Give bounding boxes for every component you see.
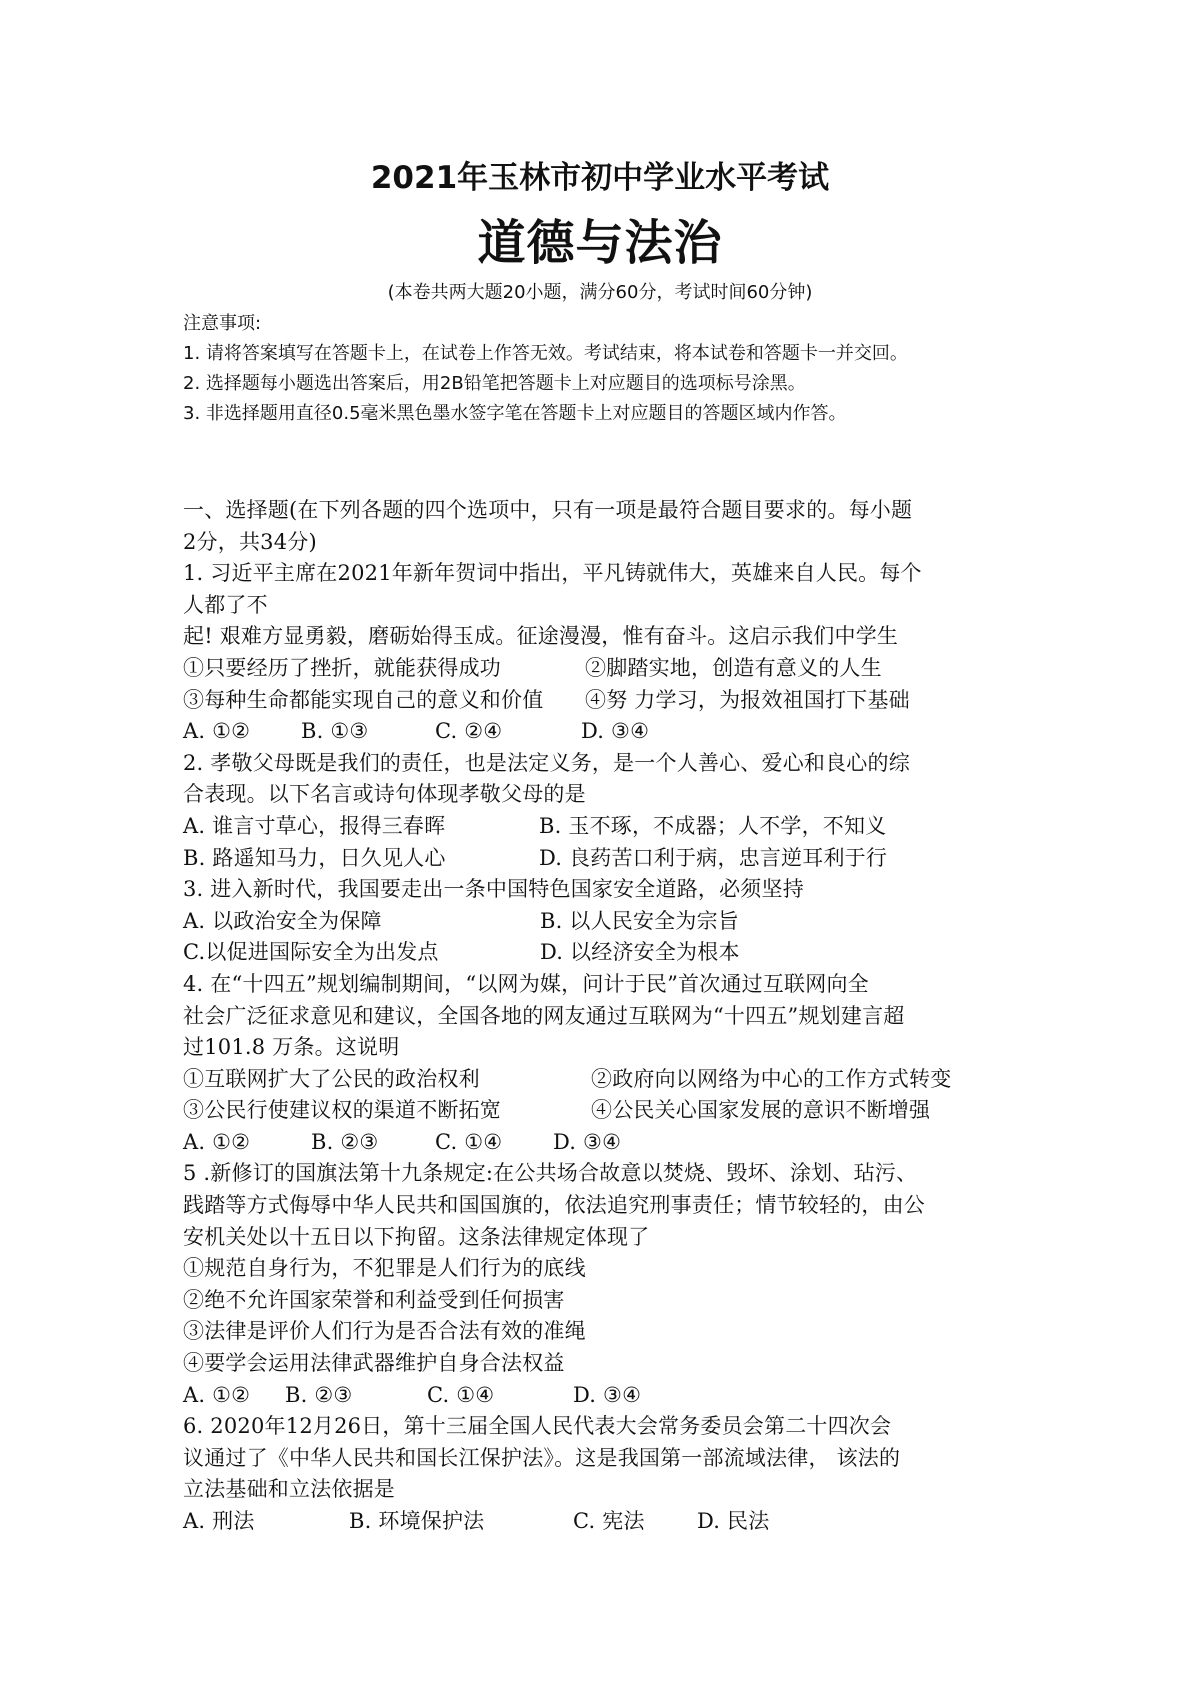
- statement-2: ②绝不允许国家荣誉和利益受到任何损害: [183, 1287, 565, 1312]
- statement-3: ③公民行使建议权的渠道不断拓宽: [183, 1098, 501, 1123]
- question-6-choices: [183, 1506, 1043, 1538]
- choice-c: C. ①④: [427, 1382, 495, 1407]
- statement-1: ①只要经历了挫折，就能获得成功: [183, 655, 501, 680]
- choice-b: B. ①③: [301, 719, 369, 744]
- choice-a: A. 刑法: [183, 1509, 255, 1533]
- note-item: 1. 请将答案填写在答题卡上，在试卷上作答无效。考试结束，将本试卷和答题卡一并交回。: [183, 343, 908, 364]
- choice-c: C. 宪法: [573, 1509, 645, 1533]
- question-1-stem-cont: 人都了不: [183, 592, 268, 617]
- choice-a: A. ①②: [183, 1382, 251, 1407]
- section-heading: 一、选择题(在下列各题的四个选项中，只有一项是最符合题目要求的。每小题: [183, 498, 913, 522]
- choice-d: D. 良药苦口利于病，忠言逆耳利于行: [539, 845, 888, 870]
- statement-3: ③法律是评价人们行为是否合法有效的准绳: [183, 1319, 586, 1344]
- notes-heading: 注意事项:: [183, 313, 262, 334]
- choice-a: A. 以政治安全为保障: [183, 908, 382, 933]
- question-body: [183, 495, 1043, 1538]
- question-3-choices: [183, 937, 1043, 969]
- question-5-choices: [183, 1380, 1043, 1412]
- choice-d: D. ③④: [581, 719, 650, 744]
- statement-2: ②脚踏实地，创造有意义的人生: [585, 655, 882, 680]
- choice-c: B. 路遥知马力，日久见人心: [183, 845, 446, 870]
- choice-b: B. 环境保护法: [349, 1509, 485, 1533]
- statement-1: ①规范自身行为，不犯罪是人们行为的底线: [183, 1256, 586, 1281]
- note-item: 2. 选择题每小题选出答案后，用2B铅笔把答题卡上对应题目的选项标号涂黑。: [183, 373, 806, 394]
- question-1-stem: 1. 习近平主席在2021年新年贺词中指出，平凡铸就伟大，英雄来自人民。每个: [183, 561, 922, 586]
- question-3-choices: [183, 906, 1043, 938]
- question-3-stem: 3. 进入新时代，我国要走出一条中国特色国家安全道路，必须坚持: [183, 877, 804, 902]
- choice-d: D. 民法: [697, 1509, 770, 1533]
- choice-c: C.以促进国际安全为出发点: [183, 940, 439, 965]
- choice-a: A. ①②: [183, 1129, 251, 1154]
- question-1-statements-row: [183, 653, 1043, 685]
- question-2-stem: 2. 孝敬父母既是我们的责任，也是法定义务，是一个人善心、爱心和良心的综: [183, 750, 910, 775]
- question-5-stem: 5 .新修订的国旗法第十九条规定:在公共场合故意以焚烧、毁坏、涂划、玷污、: [183, 1161, 918, 1186]
- question-4-stem-cont: 过101.8 万条。这说明: [183, 1035, 400, 1060]
- statement-2: ②政府向以网络为中心的工作方式转变: [591, 1066, 952, 1091]
- choice-c: C. ②④: [435, 719, 503, 744]
- statement-3: ③每种生命都能实现自己的意义和价值: [183, 687, 544, 712]
- question-4-stem-cont: 社会广泛征求意见和建议，全国各地的网友通过互联网为“十四五”规划建言超: [183, 1003, 905, 1028]
- question-6-stem-cont: 立法基础和立法依据是: [183, 1477, 395, 1502]
- statement-4: ④要学会运用法律武器维护自身合法权益: [183, 1351, 565, 1376]
- choice-a: A. ①②: [183, 719, 251, 744]
- choice-d: D. ③④: [553, 1129, 622, 1154]
- notes-section: [183, 309, 1083, 429]
- question-4-statements-row: [183, 1095, 1043, 1127]
- choice-c: C. ①④: [435, 1129, 503, 1154]
- choice-b: B. 以人民安全为宗旨: [540, 908, 739, 933]
- question-5-stem-cont: 安机关处以十五日以下拘留。这条法律规定体现了: [183, 1224, 650, 1249]
- question-1-stem-cont: 起! 艰难方显勇毅，磨砺始得玉成。征途漫漫，惟有奋斗。这启示我们中学生: [183, 624, 899, 649]
- question-2-choices: [183, 811, 1043, 843]
- question-1-statements-row: [183, 685, 1043, 717]
- question-4-choices: [183, 1127, 1043, 1159]
- question-2-stem-cont: 合表现。以下名言或诗句体现孝敬父母的是: [183, 782, 586, 807]
- subject-title: 道德与法治: [477, 215, 723, 271]
- statement-1: ①互联网扩大了公民的政治权利: [183, 1066, 480, 1091]
- choice-a: A. 谁言寸草心，报得三春晖: [183, 813, 446, 838]
- section-heading-cont: 2分，共34分): [183, 529, 317, 554]
- choice-b: B. ②③: [285, 1382, 353, 1407]
- question-1-choices: [183, 716, 1043, 748]
- question-2-choices: [183, 843, 1043, 875]
- choice-b: B. ②③: [311, 1129, 379, 1154]
- exam-info: (本卷共两大题20小题，满分60分，考试时间60分钟): [387, 282, 813, 303]
- choice-d: D. 以经济安全为根本: [540, 940, 740, 965]
- question-4-statements-row: [183, 1064, 1043, 1096]
- choice-d: D. ③④: [573, 1382, 642, 1407]
- question-5-stem-cont: 践踏等方式侮辱中华人民共和国国旗的，依法追究刑事责任；情节较轻的，由公: [183, 1193, 925, 1218]
- question-6-stem: 6. 2020年12月26日，第十三届全国人民代表大会常务委员会第二十四次会: [183, 1414, 892, 1439]
- question-4-stem: 4. 在“十四五”规划编制期间，“以网为媒，问计于民”首次通过互联网向全: [183, 971, 869, 996]
- statement-4: ④公民关心国家发展的意识不断增强: [591, 1098, 931, 1123]
- question-6-stem-cont: 议通过了《中华人民共和国长江保护法》。这是我国第一部流域法律， 该法的: [183, 1445, 901, 1470]
- exam-title: 2021年玉林市初中学业水平考试: [370, 160, 830, 196]
- statement-4: ④努 力学习，为报效祖国打下基础: [585, 687, 910, 712]
- choice-b: B. 玉不琢，不成器；人不学，不知义: [539, 813, 887, 838]
- note-item: 3. 非选择题用直径0.5毫米黑色墨水签字笔在答题卡上对应题目的答题区域内作答。: [183, 403, 847, 424]
